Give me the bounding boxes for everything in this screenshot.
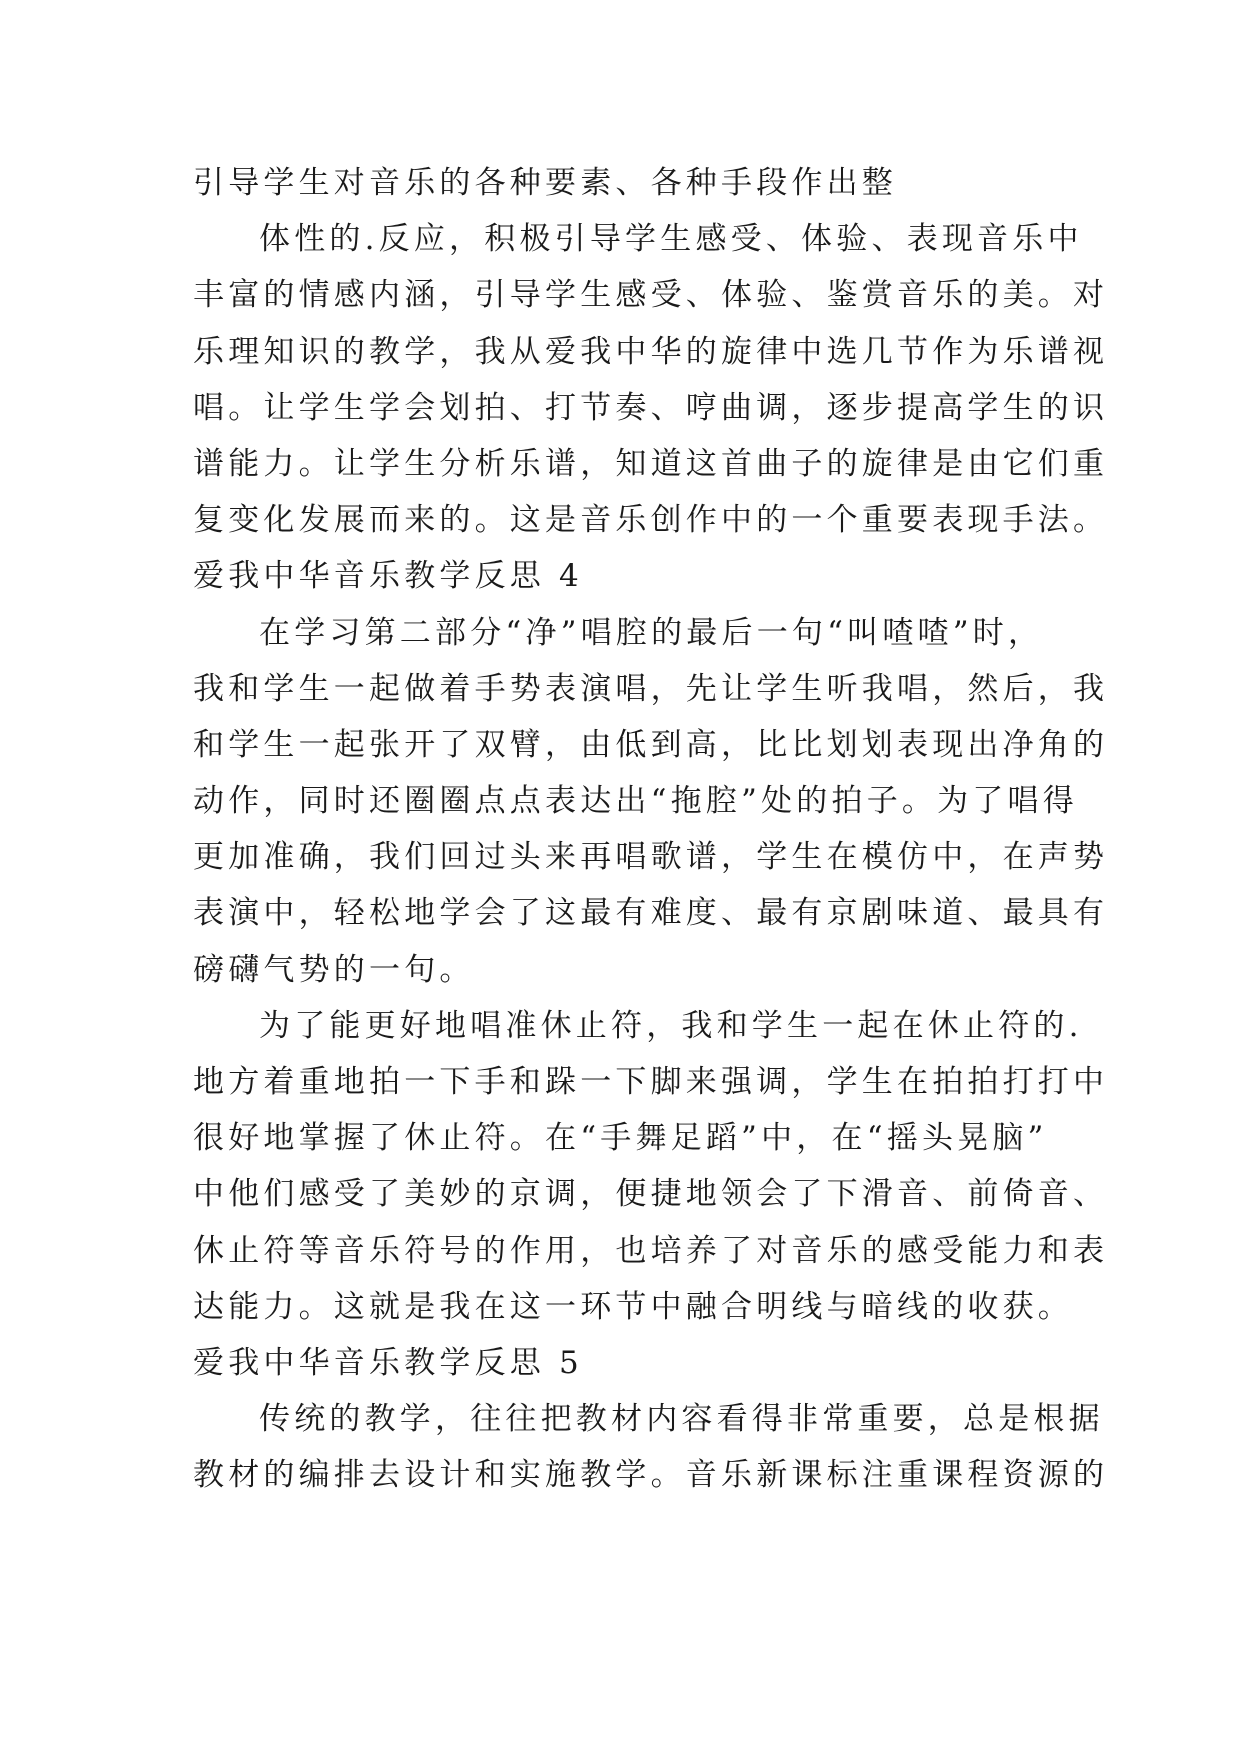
- text-line: 谱能力。让学生分析乐谱，知道这首曲子的旋律是由它们重: [193, 445, 1109, 482]
- paragraph-first-line: 传统的教学，往往把教材内容看得非常重要，总是根据: [259, 1401, 1104, 1438]
- text-line: 表演中，轻松地学会了这最有难度、最有京剧味道、最具有: [193, 895, 1109, 932]
- section-heading: 爱我中华音乐教学反思 4: [193, 558, 583, 595]
- text-line: 中他们感受了美妙的京调，便捷地领会了下滑音、前倚音、: [193, 1176, 1109, 1213]
- text-line: 动作，同时还圈圈点点表达出“拖腔”处的拍子。为了唱得: [193, 783, 1078, 820]
- text-line: 和学生一起张开了双臂，由低到高，比比划划表现出净角的: [193, 726, 1109, 763]
- text-line: 很好地掌握了休止符。在“手舞足蹈”中，在“摇头晃脑”: [193, 1120, 1048, 1157]
- text-line: 教材的编排去设计和实施教学。音乐新课标注重课程资源的: [193, 1457, 1109, 1494]
- text-line: 复变化发展而来的。这是音乐创作中的一个重要表现手法。: [193, 502, 1109, 539]
- text-line: 更加准确，我们回过头来再唱歌谱，学生在模仿中，在声势: [193, 839, 1109, 876]
- text-line: 休止符等音乐符号的作用，也培养了对音乐的感受能力和表: [193, 1232, 1109, 1269]
- text-line: 丰富的情感内涵，引导学生感受、体验、鉴赏音乐的美。对: [193, 277, 1109, 314]
- text-line: 达能力。这就是我在这一环节中融合明线与暗线的收获。: [193, 1288, 1073, 1325]
- text-line: 磅礴气势的一句。: [193, 951, 475, 988]
- paragraph-first-line: 体性的.反应，积极引导学生感受、体验、表现音乐中: [259, 221, 1083, 258]
- section-heading: 爱我中华音乐教学反思 5: [193, 1344, 583, 1381]
- paragraph-first-line: 在学习第二部分“净”唱腔的最后一句“叫喳喳”时，: [259, 614, 1044, 651]
- text-line: 我和学生一起做着手势表演唱，先让学生听我唱，然后，我: [193, 670, 1109, 707]
- text-line: 引导学生对音乐的各种要素、各种手段作出整: [193, 165, 897, 201]
- document-body: [193, 155, 1109, 1504]
- text-line: 乐理知识的教学，我从爱我中华的旋律中选几节作为乐谱视: [193, 333, 1109, 370]
- paragraph-first-line: 为了能更好地唱准休止符，我和学生一起在休止符的.: [259, 1007, 1083, 1044]
- text-line: 地方着重地拍一下手和跺一下脚来强调，学生在拍拍打打中: [193, 1064, 1109, 1100]
- text-line: 唱。让学生学会划拍、打节奏、哼曲调，逐步提高学生的识: [193, 389, 1109, 426]
